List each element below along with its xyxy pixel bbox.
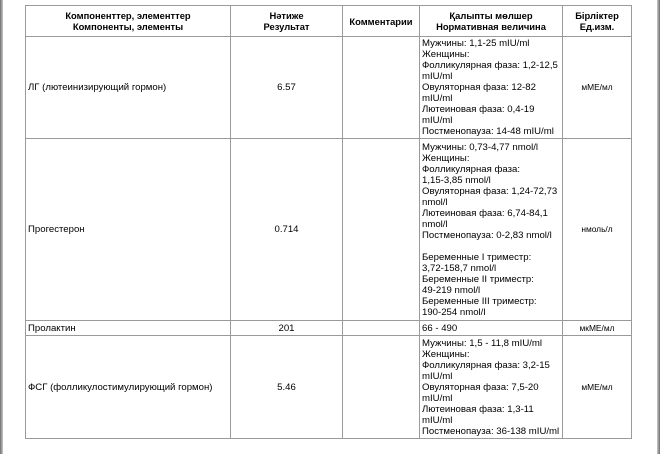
header-component-ru: Компоненты, элементы bbox=[72, 21, 184, 32]
header-unit bbox=[563, 6, 632, 37]
table-row bbox=[26, 37, 632, 139]
norm-line: Беременные I триместр: bbox=[422, 251, 532, 263]
norm-line: Беременные III триместр: bbox=[422, 295, 537, 307]
viewer-edge-left bbox=[0, 0, 3, 454]
norm-line: Постменопауза: 0-2,83 nmol/l bbox=[422, 229, 552, 241]
norm-line: Лютеиновая фаза: 0,4-19 bbox=[422, 104, 535, 115]
table-row bbox=[26, 336, 632, 439]
cell-norm bbox=[420, 336, 563, 439]
cell-comment bbox=[343, 37, 420, 139]
cell-norm bbox=[420, 37, 563, 139]
norm-line: Мужчины: 0,73-4,77 nmol/l bbox=[422, 141, 538, 153]
header-result-kz: Нәтиже bbox=[269, 10, 304, 21]
norm-line: Фолликулярная фаза: bbox=[422, 163, 521, 175]
lab-results-table bbox=[25, 5, 632, 439]
norm-line: Овуляторная фаза: 12-82 bbox=[422, 82, 536, 93]
norm-line: Женщины: bbox=[422, 49, 470, 60]
norm-line: Женщины: bbox=[422, 152, 470, 164]
norm-line: Овуляторная фаза: 7,5-20 bbox=[422, 381, 539, 393]
norm-line: Фолликулярная фаза: 3,2-15 bbox=[422, 359, 550, 371]
header-norm bbox=[420, 6, 563, 37]
norm-spacer bbox=[422, 241, 560, 252]
norm-line: 66 - 490 bbox=[422, 322, 458, 334]
cell-comment bbox=[343, 321, 420, 336]
cell-unit: нмоль/л bbox=[563, 139, 632, 321]
cell-result: 6.57 bbox=[231, 37, 343, 139]
norm-line: 3,72-158,7 nmol/l bbox=[422, 262, 497, 274]
norm-line: Овуляторная фаза: 1,24-72,73 bbox=[422, 185, 558, 197]
cell-component-name: ЛГ (лютеинизирующий гормон) bbox=[26, 37, 231, 139]
cell-unit: мМЕ/мл bbox=[563, 37, 632, 139]
norm-line: Фолликулярная фаза: 1,2-12,5 bbox=[422, 60, 558, 71]
norm-line: Лютеиновая фаза: 1,3-11 bbox=[422, 403, 534, 415]
header-norm-kz: Қалыпты мөлшер bbox=[449, 10, 533, 21]
table-header-row bbox=[26, 6, 632, 37]
norm-line: mIU/ml bbox=[422, 93, 453, 104]
cell-result: 201 bbox=[231, 321, 343, 336]
header-result bbox=[231, 6, 343, 37]
norm-line: Мужчины: 1,5 - 11,8 mIU/ml bbox=[422, 337, 543, 349]
norm-line: Лютеиновая фаза: 6,74-84,1 bbox=[422, 207, 548, 219]
cell-unit: мкМЕ/мл bbox=[563, 321, 632, 336]
norm-line: Постменопауза: 36-138 mIU/ml bbox=[422, 425, 560, 437]
header-comments bbox=[343, 6, 420, 37]
header-component-kz: Компоненттер, элементтер bbox=[65, 10, 191, 21]
header-component bbox=[26, 6, 231, 37]
norm-line: 49-219 nmol/l bbox=[422, 284, 481, 296]
norm-line: 1,15-3,85 nmol/l bbox=[422, 174, 491, 186]
cell-component-name: Пролактин bbox=[26, 321, 231, 336]
norm-line: mIU/ml bbox=[422, 71, 453, 82]
header-result-ru: Результат bbox=[263, 21, 310, 32]
cell-result: 0.714 bbox=[231, 139, 343, 321]
cell-result: 5.46 bbox=[231, 336, 343, 439]
norm-line: Беременные II триместр: bbox=[422, 273, 534, 285]
header-comments-label: Комментарии bbox=[349, 15, 413, 27]
cell-component-name: Прогестерон bbox=[26, 139, 231, 321]
norm-line: Мужчины: 1,1-25 mIU/ml bbox=[422, 38, 530, 49]
norm-line: mIU/ml bbox=[422, 115, 453, 126]
cell-comment bbox=[343, 139, 420, 321]
cell-norm bbox=[420, 321, 563, 336]
cell-norm bbox=[420, 139, 563, 321]
header-unit-ru: Ед.изм. bbox=[579, 21, 615, 32]
header-unit-kz: Бірліктер bbox=[575, 10, 619, 21]
norm-line: mIU/ml bbox=[422, 370, 453, 382]
table-row bbox=[26, 321, 632, 336]
norm-line: 190-254 nmol/l bbox=[422, 306, 486, 318]
norm-line: Женщины: bbox=[422, 348, 470, 360]
norm-line: Постменопауза: 14-48 mIU/ml bbox=[422, 126, 554, 137]
norm-line: mIU/ml bbox=[422, 392, 453, 404]
cell-comment bbox=[343, 336, 420, 439]
norm-line: nmol/l bbox=[422, 218, 448, 230]
cell-component-name: ФСГ (фолликулостимулирующий гормон) bbox=[26, 336, 231, 439]
norm-line: nmol/l bbox=[422, 196, 448, 208]
cell-unit: мМЕ/мл bbox=[563, 336, 632, 439]
table-row bbox=[26, 139, 632, 321]
norm-line: mIU/ml bbox=[422, 414, 453, 426]
header-norm-ru: Нормативная величина bbox=[436, 21, 546, 32]
